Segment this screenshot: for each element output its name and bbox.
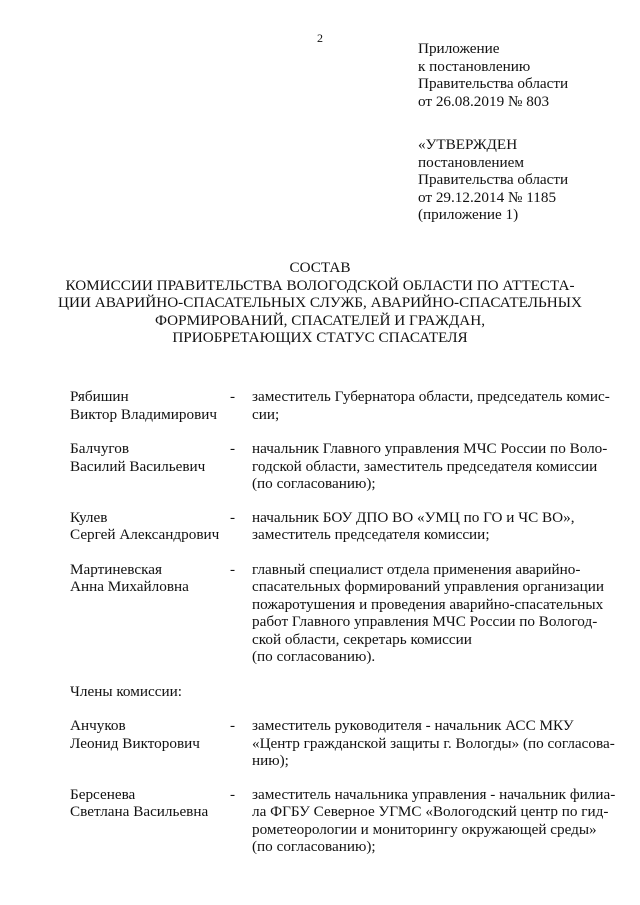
role-line: спасательных формирований управления организации (252, 578, 605, 595)
role-line: «Центр гражданской защиты г. Вологды» (по согласова- (252, 734, 615, 752)
appendix-line: к постановлению (418, 57, 531, 75)
approved-line: постановлением (418, 153, 525, 171)
dash: - (230, 717, 236, 734)
appendix-line: Правительства области (418, 75, 569, 92)
member-role (252, 786, 620, 856)
member-role (252, 717, 620, 770)
member-entry (70, 509, 620, 544)
document-title (0, 259, 640, 347)
member-given-name: Василий Васильевич (70, 457, 206, 475)
role-line: пожаротушения и проведения аварийно-спасательных (252, 595, 604, 613)
dash: - (230, 560, 236, 578)
dash: - (230, 508, 236, 526)
approved-line: Правительства области (418, 171, 569, 188)
appendix-line: Приложение (418, 40, 500, 57)
dash: - (230, 440, 236, 457)
member-given-name: Анна Михайловна (70, 578, 189, 595)
dash: - (230, 388, 236, 405)
member-role (252, 440, 620, 493)
title-line: ЦИИ АВАРИЙНО-СПАСАТЕЛЬНЫХ СЛУЖБ, АВАРИЙНО-СПАСАТЕЛЬНЫХ (58, 294, 582, 311)
approved-line: от 29.12.2014 № 1185 (418, 188, 557, 206)
role-line: (по согласованию). (252, 648, 376, 665)
role-line: ла ФГБУ Северное УГМС «Вологодский центр по гид- (252, 803, 609, 820)
role-line: (по согласованию); (252, 838, 376, 855)
member-entry (70, 717, 620, 770)
member-surname: Балчугов (70, 440, 130, 457)
member-entry (70, 440, 620, 493)
member-surname: Кулев (70, 508, 108, 526)
role-line: ской области, секретарь комиссии (252, 630, 472, 648)
member-role (252, 509, 620, 544)
role-line: начальник БОУ ДПО ВО «УМЦ по ГО и ЧС ВО», (252, 508, 575, 526)
role-line: работ Главного управления МЧС России по Вологод- (252, 613, 598, 630)
members-label: Члены комиссии: (70, 682, 182, 700)
member-name (70, 509, 228, 544)
appendix-line: от 26.08.2019 № 803 (418, 92, 550, 110)
member-given-name: Виктор Владимирович (70, 405, 218, 423)
title-line: ПРИОБРЕТАЮЩИХ СТАТУС СПАСАТЕЛЯ (172, 329, 468, 346)
title-line: КОМИССИИ ПРАВИТЕЛЬСТВА ВОЛОГОДСКОЙ ОБЛАСТИ ПО АТТЕСТА- (65, 276, 575, 294)
title-line: ФОРМИРОВАНИЙ, СПАСАТЕЛЕЙ И ГРАЖДАН, (154, 311, 486, 329)
member-name (70, 388, 228, 423)
member-given-name: Сергей Александрович (70, 526, 220, 543)
member-name (70, 717, 228, 770)
role-line: начальник Главного управления МЧС России по Воло- (252, 440, 608, 457)
member-name (70, 786, 228, 856)
title-line: СОСТАВ (289, 259, 351, 276)
page-number: 2 (317, 31, 323, 45)
approved-line: (приложение 1) (418, 206, 519, 223)
appendix-block (418, 40, 568, 110)
commission-list (70, 388, 620, 856)
member-entry (70, 786, 620, 856)
member-given-name: Светлана Васильевна (70, 803, 209, 820)
member-role (252, 561, 620, 666)
member-entry (70, 388, 620, 423)
role-line: сии; (252, 405, 280, 423)
role-line: заместитель Губернатора области, председатель комис- (252, 388, 610, 405)
role-line: рометеорологии и мониторингу окружающей среды» (252, 820, 597, 838)
member-given-name: Леонид Викторович (70, 734, 200, 752)
member-name (70, 440, 228, 493)
member-surname: Анчуков (70, 717, 126, 734)
member-surname: Рябишин (70, 388, 129, 405)
role-line: заместитель начальника управления - начальник филиа- (252, 785, 616, 803)
dash: - (230, 785, 236, 803)
role-line: (по согласованию); (252, 475, 376, 492)
member-name (70, 561, 228, 666)
approved-line: «УТВЕРЖДЕН (418, 136, 518, 153)
approved-block (418, 136, 568, 224)
role-line: заместитель председателя комиссии; (252, 526, 490, 543)
role-line: заместитель руководителя - начальник АСС МКУ (252, 717, 574, 734)
role-line: главный специалист отдела применения аварийно- (252, 560, 581, 578)
role-line: годской области, заместитель председателя комиссии (252, 457, 598, 475)
member-surname: Мартиневская (70, 560, 162, 578)
member-surname: Берсенева (70, 785, 136, 803)
member-role (252, 388, 620, 423)
member-entry (70, 561, 620, 666)
role-line: нию); (252, 752, 289, 769)
